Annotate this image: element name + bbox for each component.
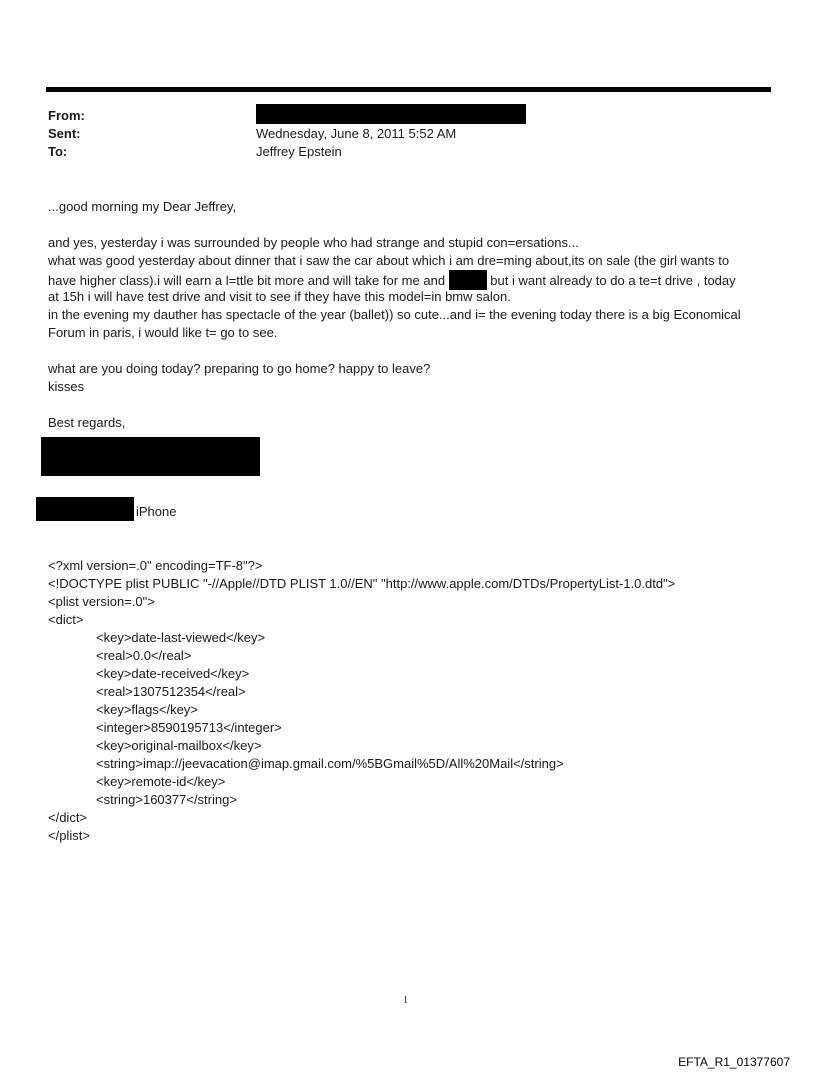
document-id: EFTA_R1_01377607 [678,1055,790,1069]
to-value: Jeffrey Epstein [256,144,342,159]
redacted-signature [41,437,260,476]
sent-label: Sent: [48,126,81,141]
closing: Best regards, [48,415,126,430]
body-line: at 15h i will have test drive and visit to see if they have this model=in bmw salon. [48,289,511,304]
xml-line: <!DOCTYPE plist PUBLIC "-//Apple//DTD PLIST 1.0//EN" "http://www.apple.com/DTDs/PropertyList-1.0.dtd"> [48,576,676,591]
xml-line: <real>0.0</real> [96,648,192,663]
greeting: ...good morning my Dear Jeffrey, [48,199,237,214]
xml-line: <dict> [48,612,84,627]
body-line: what was good yesterday about dinner that i saw the car about which i am dre=ming about,its on sale (the girl wants to [48,253,730,268]
body-line: Forum in paris, i would like t= go to see. [48,325,278,340]
to-label: To: [48,144,68,159]
header-divider [46,87,771,92]
xml-line: <key>date-received</key> [96,666,250,681]
xml-line: <real>1307512354</real> [96,684,246,699]
body-line [48,270,736,290]
sent-value: Wednesday, June 8, 2011 5:52 AM [256,126,457,141]
xml-line: <key>remote-id</key> [96,774,226,789]
from-label: From: [48,108,85,123]
xml-line: <integer>8590195713</integer> [96,720,282,735]
xml-line: <key>date-last-viewed</key> [96,630,266,645]
redacted-sender [256,104,526,124]
xml-line: </dict> [48,810,88,825]
body-line-part: have higher class).i will earn a l=ttle bit more and will take for me and [48,273,446,288]
body-line: in the evening my dauther has spectacle of the year (ballet)) so cute...and i= the evening today there is a big Economical [48,307,741,322]
body-line-part: but i want already to do a te=t drive , today [490,273,736,288]
redacted-name [449,270,487,290]
redacted-signature-prefix [36,497,134,521]
xml-line: <?xml version=.0" encoding=TF-8"?> [48,558,263,573]
xml-line: <string>160377</string> [96,792,237,807]
body-line: kisses [48,379,85,394]
xml-line: </plist> [48,828,90,843]
signature-suffix: iPhone [136,504,177,519]
xml-line: <key>flags</key> [96,702,198,717]
body-line: and yes, yesterday i was surrounded by people who had strange and stupid con=ersations... [48,235,579,250]
xml-line: <key>original-mailbox</key> [96,738,262,753]
body-line: what are you doing today? preparing to go home? happy to leave? [48,361,431,376]
xml-line: <plist version=.0"> [48,594,155,609]
xml-line: <string>imap://jeevacation@imap.gmail.com/%5BGmail%5D/All%20Mail</string> [96,756,564,771]
page-number: 1 [403,995,408,1006]
